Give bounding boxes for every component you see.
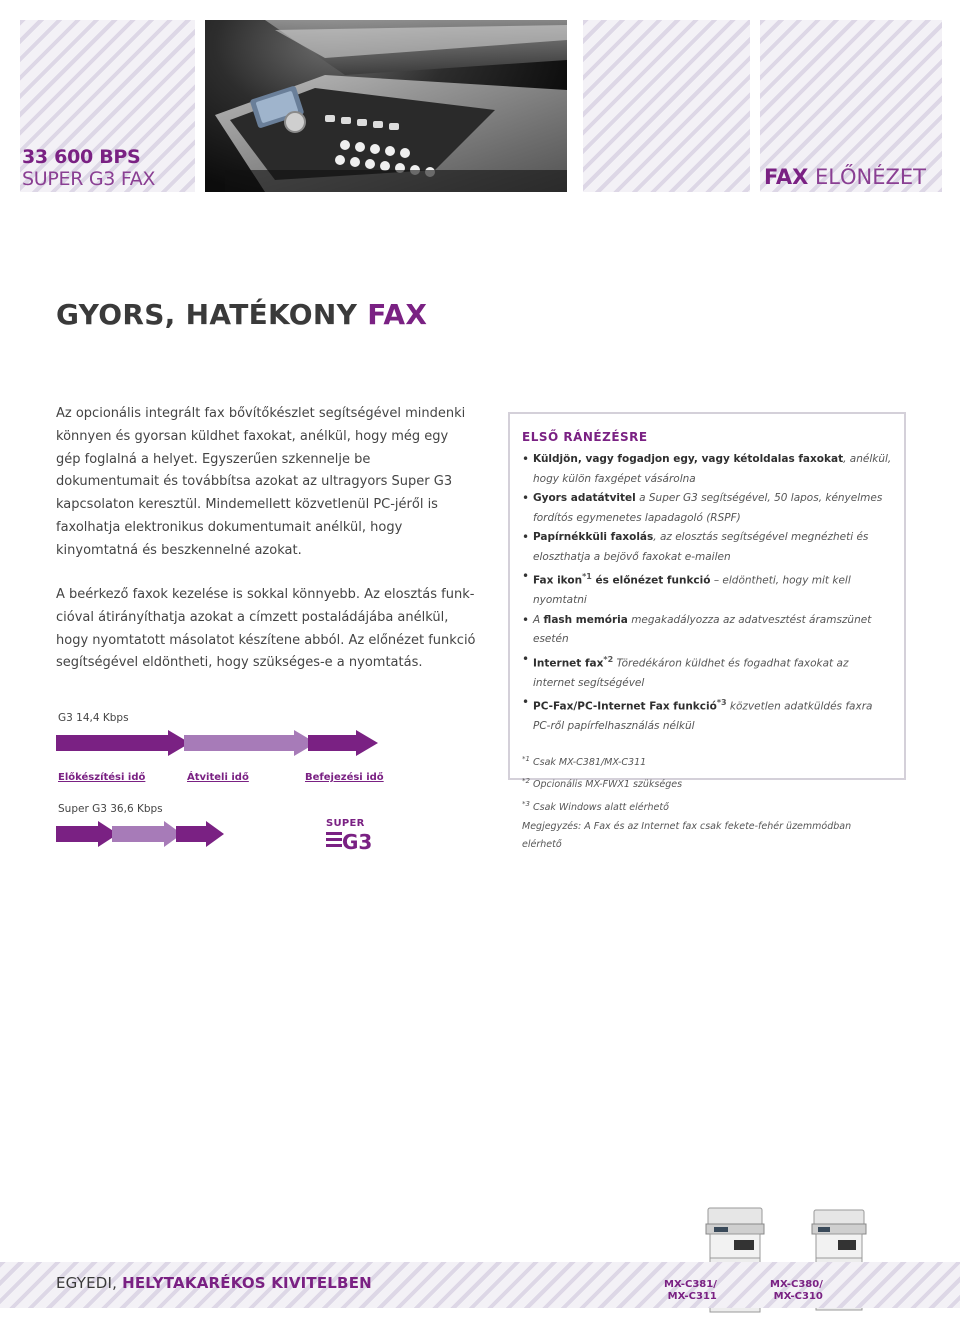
feature-bold: Küldjön, vagy fogadjon egy, vagy kétoldalas faxokat — [533, 453, 844, 465]
footnote-ref: *1 — [582, 572, 592, 581]
g3-timeline-arrows — [56, 730, 396, 756]
super-g3-logo-mark — [326, 830, 380, 852]
feature-item — [522, 567, 892, 611]
header-banner — [0, 0, 960, 210]
feature-item — [522, 489, 892, 528]
stage-transmit-label: Átviteli idő — [187, 772, 249, 783]
feature-bold: Papírnékküli faxolás — [533, 531, 654, 543]
striped-panel-mid — [583, 20, 750, 192]
feature-text: – eldöntheti, hogy mit kell nyomtatni — [533, 574, 851, 606]
super-g3-timeline-arrows — [56, 821, 256, 847]
footnote-mark: *2 — [522, 777, 530, 786]
transmit-arrow — [112, 821, 182, 847]
header-speed-block — [22, 146, 197, 190]
footnote — [522, 772, 892, 795]
footnotes — [522, 750, 892, 855]
model-line: MX-C381/ — [664, 1279, 717, 1290]
g3-speed-label: G3 14,4 Kbps — [58, 712, 129, 724]
model-line: MX-C310 — [773, 1291, 823, 1302]
footnote-text: Csak Windows alatt elérhető — [529, 802, 669, 814]
section-heading-bold: FAX — [763, 165, 809, 189]
incoming-fax-paragraph: A beérkező faxok kezelése is sokkal könnyebb. Az elosztás funkcióval átirányíthatja azokat a címzett postaládájába anélkül, hogy nyomtatott másolatot készítene abból. Az előnézet funkció segítségével eldöntheti, hogy szükséges-e a nyomtatás. — [56, 587, 476, 671]
fax-photo-illustration — [205, 20, 567, 192]
feature-item — [522, 650, 892, 694]
super-g3-logo — [326, 818, 380, 852]
super-g3-logo-text: G3 — [342, 830, 373, 852]
end-arrow — [308, 730, 378, 756]
footnote — [522, 750, 892, 773]
footnote-mark: *3 — [522, 800, 530, 808]
features-title: ELSŐ RÁNÉZÉSRE — [522, 430, 648, 444]
model-line: MX-C311 — [667, 1291, 717, 1302]
speed-heading: 33 600 BPS — [22, 146, 141, 168]
feature-text: , anélkül, hogy külön faxgépet vásárolna — [533, 453, 892, 485]
footnote-ref: *2 — [603, 654, 614, 664]
footnote-text: Csak MX-C381/MX-C311 — [529, 756, 647, 768]
super-g3-logo-word: SUPER — [326, 818, 365, 829]
footnote — [522, 795, 892, 818]
footnote-text: Opcionális MX-FWX1 szükséges — [529, 779, 683, 791]
transmit-arrow — [184, 730, 316, 756]
section-heading — [764, 165, 926, 189]
page-title-accent: FAX — [367, 298, 428, 331]
fax-control-panel-photo — [205, 20, 567, 192]
feature-item — [522, 611, 892, 650]
feature-text: Töredékáron küldhet és fogadhat faxokat az internet segítségével — [533, 657, 849, 689]
page-title-main: GYORS, HATÉKONY — [56, 298, 368, 331]
prep-arrow — [56, 730, 190, 756]
model-label-mx-c380 — [770, 1279, 823, 1303]
stage-prep-label: Előkészítési idő — [58, 772, 146, 783]
feature-text: a Super G3 segítségével, 50 lapos, kényelmes fordítós egymenetes lapadagoló (RSPF) — [533, 492, 883, 524]
model-line: MX-C380/ — [770, 1279, 823, 1290]
feature-item — [522, 693, 892, 737]
feature-text: közvetlen adatküldés faxra PC-ről papírfelhasználás nélkül — [533, 700, 873, 732]
prep-arrow — [56, 821, 118, 847]
feature-item — [522, 450, 892, 489]
feature-bold: Fax ikon — [533, 574, 583, 587]
feature-item — [522, 528, 892, 567]
footer-heading-plain: EGYEDI, — [56, 1274, 123, 1292]
feature-text: megakadályozza az adatvesztést áramszünet esetén — [533, 613, 872, 645]
feature-pre: A — [533, 613, 544, 626]
stage-end-label: Befejezési idő — [305, 772, 384, 783]
feature-bold: flash memória — [543, 613, 628, 626]
intro-paragraph: Az opcionális integrált fax bővítőkészlet segítségével mindenki könnyen és gyorsan küldhet faxokat, anélkül, hogy még egy gép foglalná a helyet. Egyszerűen szkennelje be dokumentumait és továbbítsa azokat az ultragyors Super G3 kapcsolaton keresztül. Mindemellett közvetlenül PC-jéről is faxolhatja elektronikus dokumentumait anélkül, hogy kinyomtatná és beszkennelné azokat. — [56, 406, 466, 558]
end-arrow — [176, 821, 224, 847]
feature-bold: PC-Fax/PC-Internet Fax funkció — [533, 700, 717, 713]
protocol-heading: SUPER G3 FAX — [22, 168, 156, 190]
footnote-mark: *1 — [522, 754, 530, 763]
feature-text: , az elosztás segítségével megnézheti és eloszthatja a bejövő faxokat e-mailen — [533, 531, 869, 563]
model-label-mx-c381 — [664, 1279, 717, 1303]
footnote-remark — [522, 818, 892, 855]
page-title — [56, 298, 427, 331]
feature-bold: Gyors adatátvitel — [533, 492, 636, 504]
footer-heading — [56, 1274, 372, 1292]
footnote-text: Megjegyzés: A Fax és az Internet fax csak fekete-fehér üzemmódban elérhető — [522, 820, 852, 851]
feature-bold: Internet fax — [533, 657, 604, 669]
super-g3-speed-label: Super G3 36,6 Kbps — [58, 803, 163, 815]
footer-heading-bold: HELYTAKARÉKOS KIVITELBEN — [122, 1274, 372, 1292]
footnote-ref: *3 — [716, 698, 727, 707]
feature-bold-2: és előnézet funkció — [591, 574, 711, 587]
features-box — [508, 412, 906, 851]
section-heading-rest: ELŐNÉZET — [808, 165, 926, 189]
